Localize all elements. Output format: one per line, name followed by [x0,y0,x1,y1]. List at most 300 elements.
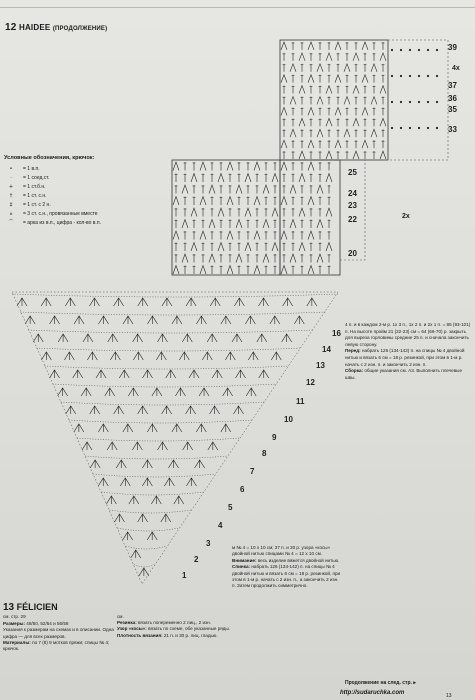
row-label: 13 [316,361,325,370]
shell-fan [58,388,68,396]
shell-fan [99,316,109,324]
chain-dot [400,101,402,103]
shell-fan [41,298,51,306]
shell-fan [90,460,100,468]
stitch-fan [380,118,386,126]
shell-fan [283,298,293,306]
row-label: 33 [448,125,457,134]
stitch-fan [371,64,377,72]
stitch-fan [344,129,350,137]
section-number: 13 [3,602,15,613]
stitch-fan [290,254,296,263]
stitch-fan [182,254,188,263]
paragraph-text: набрать 126 (134-142) п. на спицы № 4 двойной нитью и вязать 6 см = 18 р. резинкой, при этом в 1-м р. начать с 2 изн. п. и закончить 2 изн. п. [345,348,465,367]
chain-row [61,402,265,405]
stitch-fan [326,243,332,252]
legend-item [4,192,164,201]
paragraph [3,627,115,639]
shell-fan [208,442,218,450]
stitch-fan [299,174,305,183]
stitch-fan [281,75,287,83]
paragraph-text: набрать 126 (134-142) п. на спицы № 4 двойной нитью и вязать 6 см = 18 р. резинкой, при этом в 1-м р. начать с 2 изн. п., а закончить 2 изн. п. Затем продолжить симметрично. [232,564,341,589]
shell-fan [129,496,139,504]
shell-fan [158,442,168,450]
stitch-fan [191,243,197,252]
stitch-fan [245,208,251,217]
legend-text: = 1 ст.б.н. [23,184,46,190]
shell-fan [115,514,125,522]
stitch-fan [218,174,224,183]
stitch-fan [326,174,332,183]
shell-fan [259,370,269,378]
paragraph-text: 4 п. и в каждом 2-м р. 1х 3 п., 1х 2 п. и 2х 1 п. = 85 (93-101) п. На высоте пройм 21 (22-23) см = 64 (66-70) р. закрыть для выреза горловины средние 25 п. и сначала закончить левую сторону. [345,322,471,347]
stitch-fan [371,97,377,105]
shell-fan [114,298,124,306]
stitch-fan [209,254,215,263]
row-label: 22 [348,215,357,224]
stitch-fan [209,220,215,229]
row-label: 24 [348,189,357,198]
paragraph [117,633,232,639]
shell-fan [245,316,255,324]
shell-fan [248,352,258,360]
chain-dot [418,127,420,129]
chain-dot [418,75,420,77]
shell-fan [271,352,281,360]
stitch-fan [308,140,314,148]
stitch-fan [290,185,296,194]
stitch-fan [263,185,269,194]
shell-fan [82,442,92,450]
paragraph-text: по 7 (8) 9 мотков пряжи; спицы № 4; крючок. [3,639,110,652]
row-label: 6 [240,485,245,494]
stitch-fan [200,266,206,275]
stitch-fan [308,266,314,275]
stitch-fan [308,107,314,115]
shell-fan [138,298,148,306]
chain-dot [436,127,438,129]
chain-row [93,474,215,477]
row-label: 2 [194,555,199,564]
stitch-fan [326,118,332,126]
shell-fan [142,478,152,486]
shell-fan [50,316,60,324]
stitch-fan [317,220,323,229]
chain-dot [427,101,429,103]
chain-dot [436,49,438,51]
section-title: HAIDEE [18,23,51,32]
triangle-outline [12,292,338,584]
stitch-fan [353,53,359,61]
shell-fan [179,352,189,360]
shell-fan [64,352,74,360]
shell-fan [98,424,108,432]
repeat-label: 2x [402,213,410,220]
stitch-fan [182,220,188,229]
shell-fan [50,370,60,378]
shell-fan [128,388,138,396]
shell-fan [151,496,161,504]
legend-text: = арка из в.п., цифра - кол-во в.п. [23,220,101,226]
middle-chart-right-frame [280,160,340,275]
stitch-fan [281,266,287,275]
legend-symbol: † [9,193,13,199]
stitch-fan [254,231,260,240]
shell-fan [270,316,280,324]
shell-fan [142,460,152,468]
stitch-fan [317,254,323,263]
shell-fan [210,406,220,414]
stitch-fan [308,75,314,83]
shell-fan [123,532,133,540]
stitch-fan [290,129,296,137]
chain-row [20,312,326,315]
chain-row [118,528,179,531]
chain-dot [427,127,429,129]
paragraph [345,322,471,348]
chain-dot [391,49,393,51]
stitch-fan [326,208,332,217]
text-column-4 [345,322,471,381]
shell-fan [138,514,148,522]
shell-fan [174,496,184,504]
shell-fan [232,334,242,342]
legend-text: = 1 в.п. [23,166,40,172]
paragraph-lead: Спинка: [232,564,252,570]
upper-chart-repeat [388,40,448,160]
paragraph-lead: Материалы: [3,639,33,645]
shell-fan [234,406,244,414]
row-label: 23 [348,201,357,210]
stitch-fan [245,243,251,252]
stitch-fan [299,243,305,252]
shell-fan [183,442,193,450]
page-number: 13 [446,693,452,699]
chain-dot [409,49,411,51]
shell-fan [116,460,126,468]
stitch-fan [281,140,287,148]
row-label: 16 [332,329,341,338]
shell-fan [90,406,100,414]
chain-row [126,546,167,549]
shell-fan [133,334,143,342]
shell-fan [189,370,199,378]
shell-fan [294,316,304,324]
shell-fan [133,352,143,360]
stitch-fan [299,151,305,159]
row-label: 8 [262,449,267,458]
row-label: 35 [448,105,457,114]
paragraph [345,368,471,381]
shell-fan [139,568,149,576]
paragraph-text: Указания к размерам на схемах и в описании. Одна цифра — для всех размеров. [3,627,114,639]
chain-dot [436,75,438,77]
stitch-fan [326,53,332,61]
shell-fan [73,370,83,378]
stitch-fan [353,86,359,94]
shell-fan [87,352,97,360]
chain-row [77,438,240,441]
row-label: 4 [218,521,223,530]
row-label: 14 [322,345,331,354]
paragraph-text: 48/50, 52/54 и 56/58 [26,621,69,627]
chain-row [134,564,154,567]
repeat-label: 4x [452,65,460,72]
row-label: 37 [448,81,457,90]
chain-dot [400,49,402,51]
row-label: 36 [448,94,457,103]
stitch-fan [173,266,179,275]
shell-fan [119,370,129,378]
stitch-fan [299,208,305,217]
shell-fan [196,316,206,324]
paragraph-lead: Сборка: [345,368,365,374]
stitch-fan [362,42,368,50]
legend-item [4,165,164,174]
stitch-fan [362,107,368,115]
legend-text: = 1 ст. с 2 н. [23,202,51,208]
legend-text: = 1 соед.ст. [23,175,50,181]
stitch-fan [344,97,350,105]
shell-fan [123,316,133,324]
paragraph-text: 21 п. и 30 р. лиц. гладью. [163,632,218,638]
chain-dot [436,101,438,103]
shell-fan [195,460,205,468]
stitch-fan [290,220,296,229]
stitch-fan [380,86,386,94]
stitch-fan [281,231,287,240]
legend-symbol: · [10,175,12,181]
upper-chart-frame [280,40,388,160]
stitch-fan [281,107,287,115]
chain-dot [391,127,393,129]
stitch-fan [227,162,233,171]
legend-text: = 1 ст. с.н. [23,193,47,199]
shell-fan [41,352,51,360]
stitch-fan [335,75,341,83]
stitch-fan [200,231,206,240]
stitch-fan [173,162,179,171]
stitch-fan [227,231,233,240]
paragraph-text: см. [117,614,124,619]
legend-item [4,201,164,210]
paragraph [345,348,471,368]
chain-row [85,456,228,459]
stitch-fan [308,162,314,171]
stitch-fan [335,107,341,115]
shell-fan [246,388,256,396]
stitch-fan [191,208,197,217]
shell-fan [307,298,317,306]
shell-fan [225,352,235,360]
stitch-fan [254,197,260,206]
paragraph-lead: Размеры: [3,621,27,627]
shell-fan [236,370,246,378]
chain-dot [400,127,402,129]
row-label: 12 [306,378,315,387]
shell-fan [196,424,206,432]
shell-fan [114,406,124,414]
shell-fan [186,478,196,486]
stitch-fan [263,220,269,229]
stitch-fan [281,162,287,171]
shell-fan [110,352,120,360]
shell-fan [81,388,91,396]
stitch-fan [380,151,386,159]
stitch-fan [254,162,260,171]
chain-dot [427,49,429,51]
stitch-fan [344,64,350,72]
shell-fan [223,388,233,396]
shell-fan [74,424,84,432]
stitch-fan [182,185,188,194]
shell-fan [152,388,162,396]
row-label: 10 [284,415,293,424]
shell-fan [58,334,68,342]
shell-fan [143,370,153,378]
shell-fan [98,478,108,486]
shell-fan [83,334,93,342]
shell-fan [107,442,117,450]
legend-symbol: ⌒ [8,220,14,226]
chain-row [28,330,313,333]
row-label: 11 [296,397,305,406]
stitch-fan [317,64,323,72]
stitch-fan [290,97,296,105]
chain-row [69,420,252,423]
text-column-1 [3,614,115,652]
chain-row [36,348,301,351]
paragraph-lead: Перед: [345,348,362,354]
stitch-fan [371,129,377,137]
shell-fan [175,388,185,396]
shell-fan [199,388,209,396]
paragraph-lead: Плотность вязания: [117,632,164,638]
shell-fan [74,316,84,324]
shell-fan [156,352,166,360]
paragraph-lead: Узор «косы»: [117,626,149,632]
shell-fan [164,478,174,486]
section-title: FÉLICIEN [16,602,58,612]
stitch-fan [299,53,305,61]
shell-fan [89,298,99,306]
chain-row [45,366,290,369]
stitch-fan [227,197,233,206]
chain-dot [418,101,420,103]
shell-fan [131,550,141,558]
chain-dot [400,75,402,77]
shell-fan [172,316,182,324]
paragraph-text: общие указания см. А3. Выполнить плечевые швы. [345,368,463,380]
shell-fan [17,298,27,306]
stitch-fan [290,64,296,72]
paragraph-lead: Резинка: [117,620,139,626]
stitch-fan [173,231,179,240]
stitch-fan [236,220,242,229]
legend-text: = 3 ст. с.н., провязанные вместе [23,211,98,217]
stitch-fan [218,208,224,217]
shell-fan [234,298,244,306]
paragraph-text: вязать по схеме, обе указанные ряды. [148,626,230,632]
paragraph [232,564,342,590]
stitch-fan [263,254,269,263]
shell-fan [186,406,196,414]
chain-row [53,384,277,387]
shell-fan [202,352,212,360]
stitch-fan [353,118,359,126]
stitch-fan [353,151,359,159]
shell-fan [157,334,167,342]
shell-fan [207,334,217,342]
legend-symbol: ⩚ [9,211,13,217]
legend-symbol: + [8,184,14,190]
stitch-fan [272,208,278,217]
stitch-fan [308,197,314,206]
shell-fan [96,370,106,378]
stitch-fan [308,42,314,50]
shell-fan [221,316,231,324]
stitch-fan [245,174,251,183]
shell-fan [105,388,115,396]
row-label: 7 [250,467,255,476]
legend-title: Условные обозначения, крючок: [4,155,95,161]
stitch-fan [299,118,305,126]
watermark-url: http://sudaruchka.com [340,690,405,696]
shell-fan [162,298,172,306]
stitch-fan [317,97,323,105]
paragraph-lead: Внимание: [232,557,258,563]
shell-fan [186,298,196,306]
section-13-header [3,602,58,613]
continued-note: Продолжение на след. стр. ▸ [345,680,416,686]
stitch-fan [326,151,332,159]
chain-dot [409,101,411,103]
legend-symbol: • [9,166,13,172]
chain-dot [409,127,411,129]
chain-dot [418,49,420,51]
stitch-fan [317,185,323,194]
legend [4,154,164,228]
row-label: 3 [206,539,211,548]
chain-dot [427,75,429,77]
chain-dot [409,75,411,77]
shell-fan [182,334,192,342]
shell-fan [210,298,220,306]
shell-fan [169,460,179,468]
legend-item [4,183,164,192]
shell-fan [123,424,133,432]
stitch-fan [281,197,287,206]
text-column-2 [117,614,232,639]
shell-fan [221,424,231,432]
stitch-fan [299,86,305,94]
chain-dot [391,75,393,77]
shell-fan [166,370,176,378]
stitch-fan [236,254,242,263]
shell-fan [147,316,157,324]
shell-fan [259,298,269,306]
row-label: 1 [182,571,187,580]
shell-fan [132,442,142,450]
paragraph-text: весь изделие вяжется двойной нитью. [257,557,340,563]
stitch-fan [200,197,206,206]
shell-fan [106,496,116,504]
chain-row [12,294,338,297]
row-label: 25 [348,168,357,177]
legend-item [4,174,164,183]
shell-fan [257,334,267,342]
shell-fan [162,406,172,414]
